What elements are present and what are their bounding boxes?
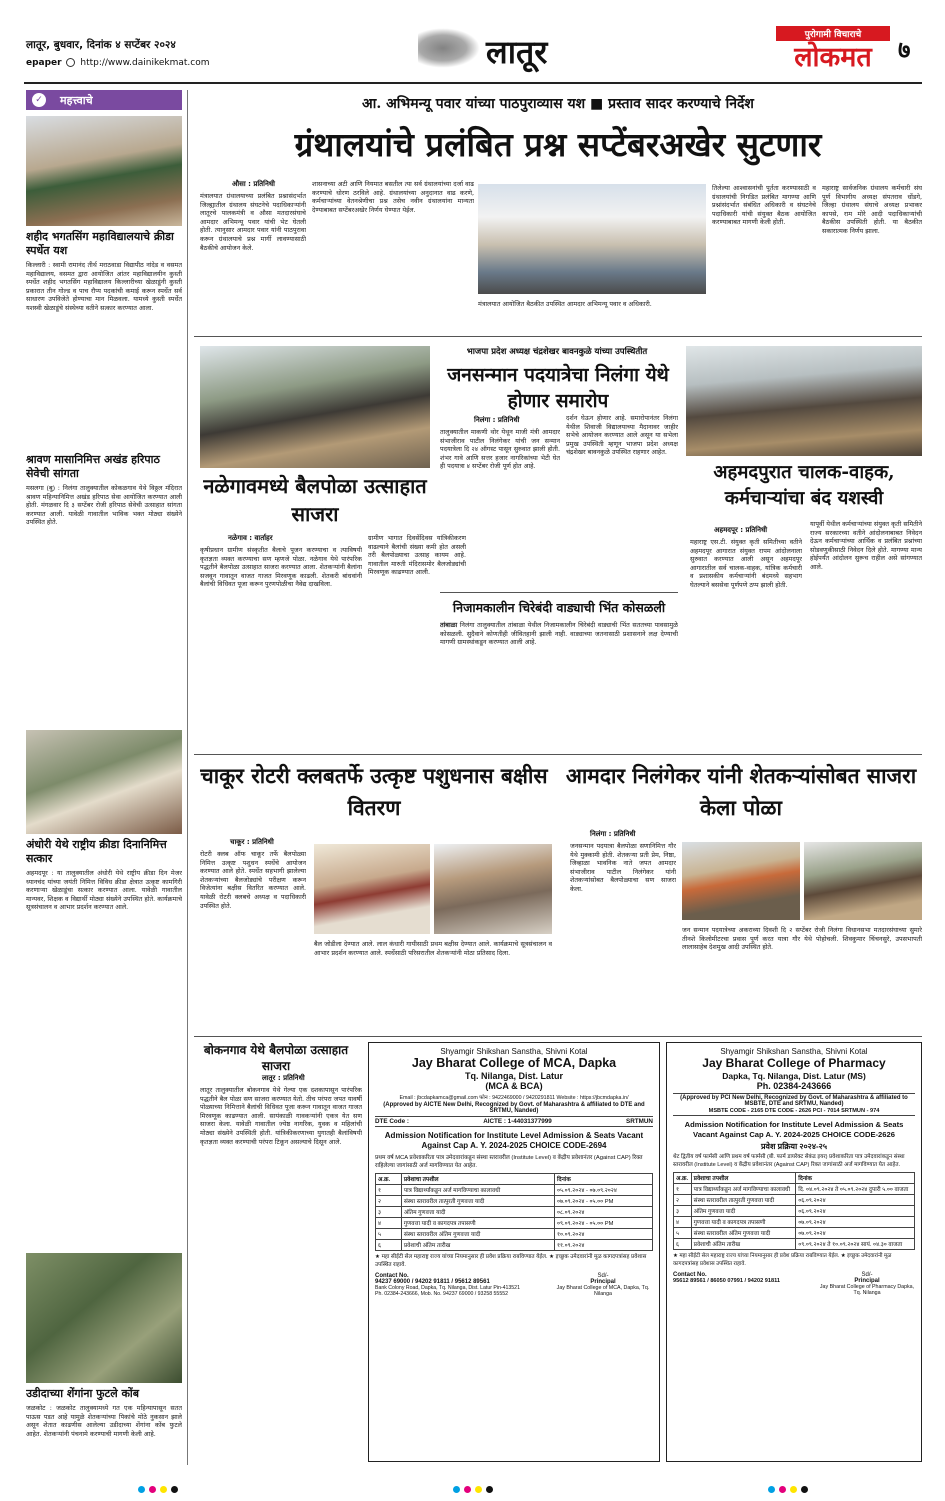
lead-headline: ग्रंथालयांचे प्रलंबित प्रश्न सप्टेंबरअखेर सुटणार xyxy=(294,125,822,164)
table-cell: ०९.०९.२०२४ - ०५.०० PM xyxy=(555,1218,653,1229)
sidebar-story2-title: श्रावण मासानिमित्त अखंड हरिपाठ सेवेची सांगता xyxy=(26,453,160,480)
ad-mca-notice-title: Admission Notification for Institute Level Admission & Seats Vacant Against Cap A. Y. 2024-2025 CHOICE CODE-2694 xyxy=(384,1131,644,1150)
table-cell: संस्था स्तरावरील अंतिम गुणवत्ता यादी xyxy=(401,1229,554,1240)
ahmadpur-body2: यापूर्वी येथील कर्मचाऱ्यांच्या संयुक्त कृती समितीने राज्य सरकारच्या वतीने आंदोलनाबाबत निवेदन देऊन कर्मचाऱ्यांच्या आर्थिक व प्रलंबित प्रश्नांच्या सोडवणुकीसाठी निवेदन दिले होते. मागण्या मान्य होईपर्यंत आंदोलन सुरूच राहील असे सांगण्यात आले. xyxy=(810,520,922,571)
ad-pharmacy-place: Dapka, Tq. Nilanga, Dist. Latur (MS) xyxy=(722,1071,866,1081)
table-head-cell: अ.क्र. xyxy=(376,1174,402,1185)
epaper-line xyxy=(26,58,210,68)
ad-pharmacy-notes: ★ महा सीईटी सेल महाराष्ट्र राज्य यांच्या नियमानुसार ही प्रवेश प्रक्रिया राबविण्यात येईल. ★ इच्छुक उमेदवारांनी मूळ कागदपत्रांसह प्रवेशास उपस्थित राहावे. xyxy=(673,1253,892,1267)
nizam-body: निलंगा तालुक्यातील तांबाळा येथील निजामकालीन चिरेबंदी वाड्याची भिंत सततच्या पावसामुळे कोसळली. सुदैवाने कोणतीही जीवितहानी झाली नाही. वाड्याच्या जतनासाठी प्रशासनाने लक्ष देण्याची मागणी ग्रामस्थांकडून करण्यात आली आहे. xyxy=(440,621,678,647)
sidebar-photo-crops xyxy=(26,1253,182,1383)
table-row xyxy=(376,1240,653,1251)
registration-mark-center xyxy=(451,1478,495,1497)
ad-pharmacy-table xyxy=(673,1172,915,1250)
bokangav-headline: बोकनगाव येथे बैलपोळा उत्साहात साजरा xyxy=(203,1043,349,1073)
sidebar-story4-body: जळकोट : जळकोट तालुक्यामध्ये गत एक महिन्यापासून सतत पाऊस पडत आहे यामुळे शेतकऱ्यांच्या पिकांचे मोठे नुकसान झाले असून शेतात काढणीस आलेल्या उडीदाच्या शेंगांना कोंब फुटले आहेत. शेतकऱ्यांनी पंचनामे करण्याची मागणी केली आहे. xyxy=(26,1404,182,1438)
table-row xyxy=(674,1217,915,1228)
table-cell: ६ xyxy=(376,1240,402,1251)
ad-mca-contact-block xyxy=(375,1273,545,1297)
table-row xyxy=(674,1173,915,1184)
ad-mca-college: Jay Bharat College of MCA, Dapka xyxy=(411,1056,617,1070)
registration-mark-right xyxy=(766,1478,810,1497)
ad-mca-phone: Ph. 02384-243666, Mob. No. 94237 69000 / 93258 55552 xyxy=(375,1291,508,1297)
table-row xyxy=(376,1185,653,1196)
globe-icon xyxy=(66,58,75,67)
chakur-photo-1 xyxy=(314,844,430,934)
registration-marks-bottom xyxy=(0,1480,945,1494)
sidebar-tag xyxy=(26,90,182,110)
ad-mca-srtmu: SRTMUN xyxy=(626,1118,653,1125)
lead-byline: औसा : प्रतिनिधी xyxy=(232,180,275,188)
ad-mca-sign: Sd/- xyxy=(597,1273,609,1279)
mid-rule xyxy=(194,754,922,755)
bailpola-photo xyxy=(200,346,430,468)
sidebar-photo-wrestlers xyxy=(26,116,182,226)
sidebar-story1-body: किल्लारी : स्वामी रामानंद तीर्थ मराठवाडा विद्यापीठ नांदेड व वसमत महाविद्यालय, वसमत द्वारा आयोजित आंतर महाविद्यालयीन कुस्ती स्पर्धेत शहीद भगतसिंग महाविद्यालय किल्लारीच्या खेळाडूंनी कुस्ती प्रकारात तीन गोल्ड व पाच रौप्य पदकांची कमाई करून स्पर्धेत सर्व साधारण उपविजेते होण्याचा मान मिळवला. यामध्ये कुस्ती स्पर्धेत यशस्वी खेळाडूंचे संस्थेच्या वतीने सत्कार करण्यात आला. xyxy=(26,261,182,312)
table-cell: पात्र विद्यार्थ्यांकडून अर्ज मागविण्याचा कालावधी xyxy=(691,1184,796,1195)
sidebar-divider xyxy=(187,90,188,1465)
table-cell: ११.०९.२०२४ xyxy=(555,1240,653,1251)
ad-pharmacy-intro: थेट द्वितीय वर्ष फार्मसी आणि प्रथम वर्ष फार्मसी (बी. फार्म डायरेक्ट सेकंड इयर) प्रवेशाकरिता पात्र उमेदवारांकडून संस्था स्तरावरील (Institute Level) व केंद्रीय प्रवेशानंतर (Against CAP) रिक्त जागांसाठी अर्ज मागविण्यात येत आहेत. xyxy=(673,1154,905,1168)
sidebar-story4-title: उडीदाच्या शेंगांना फुटले कोंब xyxy=(26,1387,140,1400)
table-row xyxy=(674,1184,915,1195)
table-head-cell: दिनांक xyxy=(555,1174,653,1185)
table-row xyxy=(376,1174,653,1185)
nilangekar-body: जनसन्मान पदयात्रा बैलपोळा सणानिमित्त गौर येथे मुक्कामी होती. शेतकऱ्या प्रती प्रेम, निष्ठा, जिव्हाळा भावनिक नाते जपत आमदार संभाजीराव पाटील निलंगेकर यांनी शेतकऱ्यांसोबत बैलपोळ्याचा सण साजरा केला. xyxy=(570,842,676,893)
table-cell: गुणवत्ता यादी व कागदपत्र तपासणी xyxy=(691,1217,796,1228)
bailpola-body2: ग्रामीण भागात दिवसेंदिवस यांत्रिकीकरण वाढल्याने बैलांची संख्या कमी होत असली तरी बैलपोळ्याचा उत्साह कायम आहे. गावातील मारुती मंदिरासमोर बैलजोड्यांची मिरवणूक काढण्यात आली. xyxy=(368,534,466,577)
ad-mca-principal-of: Jay Bharat College of MCA, Dapka, Tq. Nilanga xyxy=(556,1285,650,1297)
lower-rule xyxy=(194,1036,922,1037)
table-row xyxy=(674,1228,915,1239)
table-cell: ०७.०९.२०२४ xyxy=(796,1217,915,1228)
table-cell: ०७.०९.२०२४ - ०५.०० PM xyxy=(555,1196,653,1207)
lead-col5: महाराष्ट्र सार्वजनिक ग्रंथालय कर्मचारी संघ पूर्ण विभागीय अध्यक्ष संपतराव धोंडगे, जिल्हा ग्रंथालय संघाचे अध्यक्ष प्रभाकर कापसे, राम मोरे आदी पदाधिकाऱ्यांची बैठकीस उपस्थिती होती. या बैठकीत सकारात्मक निर्णय झाला. xyxy=(822,184,922,235)
table-cell: प्रवेशाची अंतिम तारीख xyxy=(401,1240,554,1251)
ad-mca-email: Email : jbcdapkamca@gmail.com फोन : 9422469000 / 9420291811 Website : https://jbcmdapka.in/ xyxy=(399,1095,629,1101)
table-cell: अंतिम गुणवत्ता यादी xyxy=(691,1206,796,1217)
table-cell: गुणवत्ता यादी व कागदपत्र तपासणी xyxy=(401,1218,554,1229)
table-cell: ०६.०९.२०२४ xyxy=(796,1206,915,1217)
table-cell: ०८.०९.२०२४ xyxy=(555,1207,653,1218)
nilangekar-byline: निलंगा : प्रतिनिधी xyxy=(590,830,636,838)
table-cell: २ xyxy=(674,1195,692,1206)
ad-mca-courses: (MCA & BCA) xyxy=(485,1081,543,1091)
lead-photo-caption: मंत्रालयात आयोजित बैठकीत उपस्थित आमदार अभिमन्यू पवार व अधिकारी. xyxy=(478,300,652,308)
table-cell: ०६.०९.२०२४ xyxy=(796,1195,915,1206)
ad-pharmacy-phone-top: Ph. 02384-243666 xyxy=(756,1081,832,1091)
nilangekar-photo-2 xyxy=(804,842,922,920)
ahmadpur-headline: अहमदपुरात चालक-वाहक, कर्मचाऱ्यांचा बंद यशस्वी xyxy=(713,462,895,509)
masthead xyxy=(0,0,945,90)
registration-mark-left xyxy=(136,1478,180,1497)
chakur-photo-2 xyxy=(434,844,552,934)
table-row xyxy=(376,1196,653,1207)
ad-pharmacy-approval: (Approved by PCI New Delhi, Recognized by Govt. of Maharashtra & affiliated to MSBTE, DTE and SRTMU, Nanded) xyxy=(673,1093,915,1107)
sidebar-photo-felicitation xyxy=(26,730,182,834)
table-cell: अंतिम गुणवत्ता यादी xyxy=(401,1207,554,1218)
chakur-byline: चाकूर : प्रतिनिधी xyxy=(230,838,274,846)
nilangekar-photo-1 xyxy=(682,842,800,920)
ad-mca-notes: ★ महा सीईटी सेल महाराष्ट्र राज्य यांच्या नियमानुसार ही प्रवेश प्रक्रिया राबविण्यात येईल. ★ इच्छुक उमेदवारांनी मूळ कागदपत्रांसह प्रवेशास उपस्थित राहावे. xyxy=(375,1254,647,1268)
table-cell: ०५.०९.२०२४ - ०७.०९.२०२४ xyxy=(555,1185,653,1196)
bokangav-body: लातूर तालुक्यातील बोकनगाव येथे गेल्या एक दशकापासून पारंपरिक पद्धतीने बैल पोळा सण साजरा करण्यात येतो. तीच परंपरा जपत यावर्षी पोळ्याच्या निमित्ताने बैलांची विधिवत पूजा करून गावातून वाजत गाजत मिरवणूक काढण्यात आली. सायंकाळी गावकऱ्यांनी एकत्र येत सण साजरा केला. यावेळी गावातील ज्येष्ठ नागरिक, युवक व महिलांची मोठ्या संख्येने उपस्थिती होती. यांत्रिकीकरणाच्या युगातही बैलांविषयी कृतज्ञता व्यक्त करण्याची परंपरा टिकून असल्याचे दिसून आले. xyxy=(200,1086,362,1146)
nizam-byline: तांबाळा xyxy=(440,621,458,629)
ad-mca-place: Tq. Nilanga, Dist. Latur xyxy=(464,1071,563,1081)
ad-pharmacy-codes: MSBTE CODE - 2165 DTE CODE - 2626 PCI - 7014 SRTMUN - 974 xyxy=(673,1108,915,1116)
ad-mca-sign-block xyxy=(553,1273,653,1297)
ad-mca-aicte-code: AICTE : 1-44031377999 xyxy=(483,1118,552,1125)
table-cell: ३ xyxy=(674,1206,692,1217)
table-row xyxy=(376,1218,653,1229)
table-head-cell: अ.क्र. xyxy=(674,1173,692,1184)
chevron-down-icon: ✓ xyxy=(32,93,46,107)
chakur-headline: चाकूर रोटरी क्लबतर्फे उत्कृष्ट पशुधनास बक्षीस वितरण xyxy=(200,763,548,820)
nizam-text xyxy=(440,621,678,741)
ad-pharmacy-contact-label: Contact No. xyxy=(673,1272,707,1278)
table-row xyxy=(674,1239,915,1250)
ad-pharmacy-notice-title: Admission Notification for Institute Level Admission & Seats Vacant Against Cap A. Y. 2024-2025 CHOICE CODE-2626 xyxy=(684,1120,904,1139)
table-cell: प्रवेशाची अंतिम तारीख xyxy=(691,1239,796,1250)
ad-pharmacy-sign-block xyxy=(819,1272,915,1296)
brand-tagline: पुरोगामी विचाराचे xyxy=(776,26,890,41)
nizam-headline: निजामकालीन चिरेबंदी वाड्याची भिंत कोसळली xyxy=(452,600,666,615)
table-cell: २ xyxy=(376,1196,402,1207)
table-cell: ५ xyxy=(376,1229,402,1240)
ad-pharmacy-trust: Shyamgir Shikshan Sanstha, Shivni Kotal xyxy=(720,1047,868,1056)
ad-pharmacy-sub-title: प्रवेश प्रक्रिया २०२४-२५ xyxy=(761,1142,827,1151)
table-cell: ०७.०९.२०२४ xyxy=(796,1228,915,1239)
table-cell: संस्था स्तरावरील तात्पुरती गुणवत्ता यादी xyxy=(691,1195,796,1206)
table-head-cell: प्रवेशाचा तपशील xyxy=(401,1174,554,1185)
nilangekar-headline: आमदार निलंगेकर यांनी शेतकऱ्यांसोबत साजरा केला पोळा xyxy=(565,763,917,820)
table-cell: १०.०९.२०२४ xyxy=(555,1229,653,1240)
nizam-box xyxy=(440,592,678,746)
brand-box xyxy=(776,26,890,80)
ad-pharmacy-principal-of: Jay Bharat College of Pharmacy Dapka, Tq. Nilanga xyxy=(819,1284,915,1296)
jansanman-headline: जनसन्मान पदयात्रेचा निलंगा येथे होणार समारोप xyxy=(447,364,669,412)
ad-pharmacy xyxy=(666,1042,922,1462)
table-row xyxy=(376,1207,653,1218)
sidebar-story2-body: मसलगा (बु) : निलंगा तालुक्यातील कोकळगाव येथे विठ्ठल मंदिरात श्रावण महिन्यानिमित्त अखंड हरिपाठ सेवा आयोजित करण्यात आली होती. मंगळवार दि ३ सप्टेंबर रोजी हरिपाठ सेवेची उत्साहात सांगता करण्यात आली. यावेळी गावातील भाविक भक्त मोठ्या संख्येने उपस्थित होते. xyxy=(26,484,182,527)
ad-mca-contact: 94237 69000 / 94202 91811 / 95612 89561 xyxy=(375,1279,490,1285)
table-cell: १ xyxy=(674,1184,692,1195)
ad-mca-address: Bank Colony Road, Dapka, Tq. Nilanga, Dist. Latur Pin-413521 xyxy=(375,1285,520,1291)
jansanman-body: तालुक्यातील माकणी थोर येथून माजी मंत्री आमदार संभाजीराव पाटील निलंगेकर यांची जन सन्मान पदयात्रेला दि २४ ऑगस्ट पासून सुरुवात झाली होती. शंभर गावे आणि सत्तर हजार नागरिकांच्या भेटी घेत ही पदयात्रा ४ सप्टेंबर रोजी पूर्ण होत आहे. xyxy=(440,428,560,471)
lead-rule xyxy=(194,336,922,337)
lead-photo-meeting xyxy=(478,184,706,294)
table-row xyxy=(376,1229,653,1240)
ad-mca-intro: प्रथम वर्ष MCA प्रवेशाकरिता पात्र उमेदवारांकडून संस्था स्तरावरील (Institute Level) व केंद्रीय प्रवेशानंतर (Against CAP) रिक्त राहिलेल्या जागांसाठी अर्ज मागविण्यात येत आहेत. xyxy=(375,1155,643,1169)
table-head-cell: दिनांक xyxy=(796,1173,915,1184)
bokangav-byline: लातूर : प्रतिनिधी xyxy=(262,1074,305,1082)
bailpola-body: कृषीप्रधान ग्रामीण संस्कृतीत बैलाचे पूजन करण्याचा व त्याविषयी कृतज्ञता व्यक्त करण्याचा सण म्हणजे पोळा. नळेगाव येथे पारंपरिक पद्धतीने बैलपोळा उत्साहात साजरा करण्यात आला. शेतकऱ्यांनी बैलांना सजवून गावातून वाजत गाजत मिरवणूक काढली. शेतकरी बांधवांनी बैलांची विधिवत पूजा करून पुरणपोळीचा नैवेद्य दाखविला. xyxy=(200,546,362,589)
sidebar xyxy=(26,90,182,1465)
ahmadpur-photo xyxy=(686,346,922,456)
ad-mca-principal: Principal xyxy=(590,1279,616,1285)
epaper-link[interactable]: http://www.dainikekmat.com xyxy=(80,58,210,68)
sidebar-story3-title: अंधोरी येथे राष्ट्रीय क्रीडा दिनानिमित्त सत्कार xyxy=(26,838,167,865)
table-cell: ०९.०९.२०२४ ते १०.०९.२०२४ सायं. ०४.३० वाजता xyxy=(796,1239,915,1250)
jansanman-body2: दर्शन घेऊन होणार आहे. समारोपानंतर निलंगा येथील शिवाजी विद्यालयाच्या मैदानावर जाहीर सभेचे आयोजन करण्यात आले असून या सभेला प्रमुख उपस्थिती म्हणून भाजपा प्रदेश अध्यक्ष चंद्रशेखर बावनकुळे उपस्थित राहणार आहेत. xyxy=(566,414,678,457)
table-row xyxy=(674,1195,915,1206)
table-head-cell: प्रवेशाचा तपशील xyxy=(691,1173,796,1184)
masthead-rule xyxy=(24,82,922,84)
nilangekar-body2: जन सन्मान पदयात्रेच्या अकराव्या दिवशी दि २ सप्टेंबर रोजी निलंगा विधानसभा मतदारसंघाच्या सुमारे तीनशे किलोमीटरचा प्रवास पूर्ण करत यात्रा गौर येथे पोहोचली. शिवकुमार चिंचनसुरे, उपसभापती लालासाहेब देशमुख आदी उपस्थित होते. xyxy=(682,926,922,952)
chakur-body: रोटरी क्लब ऑफ चाकूर तर्फे बैलपोळ्या निमित्त उत्कृष्ट पशुधन स्पर्धेचे आयोजन करण्यात आले होते. स्पर्धेत सहभागी झालेल्या शेतकऱ्यांच्या बैलजोड्यांचे परीक्षण करून विजेत्यांना बक्षीस वितरित करण्यात आले. यावेळी रोटरी क्लबचे अध्यक्ष व पदाधिकारी उपस्थित होते. xyxy=(200,850,306,910)
ad-pharmacy-sign: Sd/- xyxy=(861,1272,873,1278)
table-cell: ४ xyxy=(674,1217,692,1228)
table-cell: ३ xyxy=(376,1207,402,1218)
table-cell: दि. ०४.०९.२०२४ ते ०५.०९.२०२४ दुपारी ५.०० वाजता xyxy=(796,1184,915,1195)
city-map-icon xyxy=(418,28,480,68)
bailpola-headline: नळेगावमध्ये बैलपोळा उत्साहात साजरा xyxy=(203,474,427,526)
table-row xyxy=(674,1206,915,1217)
sidebar-story1-title: शहीद भगतसिंग महाविद्यालयाचे क्रीडा स्पर्धेत यश xyxy=(26,230,174,257)
ad-pharmacy-college: Jay Bharat College of Pharmacy xyxy=(702,1056,886,1070)
epaper-label: epaper xyxy=(26,58,62,68)
lead-col4: तिलेल्या आश्वासनांची पूर्तता करण्यासाठी व ग्रंथालयांची निगडित प्रलंबित मागण्या आणि प्रश्नांसंदर्भात संबंधित अधिकारी व संघटनेचे पदाधिकारी यांची संयुक्त बैठक आयोजित करण्याबाबत मागणी केली होती. xyxy=(712,184,816,227)
ahmadpur-byline: अहमदपूर : प्रतिनिधी xyxy=(714,526,768,534)
ad-mca-footer xyxy=(375,1273,653,1297)
ad-mca-codes xyxy=(375,1116,653,1127)
ad-mca-trust: Shyamgir Shikshan Sanstha, Shivni Kotal xyxy=(440,1047,588,1056)
sidebar-tag-label: महत्त्वाचे xyxy=(60,93,93,107)
brand-logo: लोकमत xyxy=(794,42,872,73)
table-cell: ५ xyxy=(674,1228,692,1239)
ad-mca-contact-label: Contact No. xyxy=(375,1273,409,1279)
ad-mca-dte-code: DTE Code : xyxy=(375,1118,409,1125)
table-cell: ६ xyxy=(674,1239,692,1250)
jansanman-kicker: भाजपा प्रदेश अध्यक्ष चंद्रशेखर बावनकुळे यांच्या उपस्थितीत xyxy=(466,347,648,357)
ad-pharmacy-footer xyxy=(673,1272,915,1296)
page-number: ७ xyxy=(898,35,911,64)
lead-col2: शासनाच्या अटी आणि नियमात बसतील त्या सर्व ग्रंथालयांच्या दर्जा वाढ करण्याचे धोरण ठरविले आहे. ग्रंथालयांच्या अनुदानात वाढ करणे, कर्मचाऱ्यांच्या वेतनश्रेणीचा प्रश्न तसेच नवीन ग्रंथालयांना मान्यता देण्याबाबत सप्टेंबरअखेर निर्णय घेण्यात येईल. xyxy=(312,180,474,214)
table-cell: संस्था स्तरावरील तात्पुरती गुणवत्ता यादी xyxy=(401,1196,554,1207)
lead-col1: मंत्रालयात ग्रंथालयाच्या प्रलंबित प्रश्नासंदर्भात जिल्ह्यातील ग्रंथालय संघटनेचे पदाधिकाऱ्यांनी लातूरचे पालकमंत्री व औसा मतदारसंघाचे आमदार अभिमन्यू पवार यांची भेट घेतली होती. त्यानुसार आमदार पवार यांनी पाठपुरावा करून ग्रंथालयाचे प्रश्न मार्गी लावण्यासाठी बैठकीचे आयोजन केले. xyxy=(200,192,306,252)
jansanman-byline: निलंगा : प्रतिनिधी xyxy=(474,416,520,424)
sidebar-story3-body: अहमदपूर : या तालुक्यातील अंधोरी येथे राष्ट्रीय क्रीडा दिन मेजर ध्यानचंद यांच्या जयंती निमित्त विविध क्रीडा क्षेत्रात उत्कृष्ट कामगिरी करणाऱ्या खेळाडूंचा सत्कार करण्यात आला. यावेळी गावातील मान्यवर, शिक्षक व विद्यार्थी मोठ्या संख्येने उपस्थित होते. कार्यक्रमाचे सूत्रसंचालन व आभार प्रदर्शन करण्यात आले. xyxy=(26,869,182,912)
ad-pharmacy-contact: 95612 89561 / 86050 07991 / 94202 91811 xyxy=(673,1278,781,1284)
ad-pharmacy-contact-block xyxy=(673,1272,813,1296)
ad-mca xyxy=(368,1042,660,1462)
chakur-body2: बैल जोडीला देण्यात आले. लाल कंधारी गायीसाठी प्रथम बक्षीस देण्यात आले. कार्यक्रमाचे सूत्रसंचालन व आभार प्रदर्शन करण्यात आले. स्पर्धेसाठी परिसरातील शेतकऱ्यांनी मोठा प्रतिसाद दिला. xyxy=(314,940,552,957)
city-name: लातूर xyxy=(486,33,548,71)
ad-mca-approval: (Approved by AICTE New Delhi, Recognized by Govt. of Maharashtra & affiliated to DTE and SRTMU, Nanded) xyxy=(383,1102,645,1114)
table-cell: ४ xyxy=(376,1218,402,1229)
ad-pharmacy-principal: Principal xyxy=(854,1278,880,1284)
bailpola-byline: नळेगाव : वार्ताहर xyxy=(228,534,273,542)
lead-kicker: आ. अभिमन्यू पवार यांच्या पाठपुराव्यास यश ■ प्रस्ताव सादर करण्याचे निर्देश xyxy=(362,96,754,112)
table-cell: पात्र विद्यार्थ्यांकडून अर्ज मागविण्याचा कालावधी xyxy=(401,1185,554,1196)
ad-mca-table xyxy=(375,1173,653,1251)
table-cell: संस्था स्तरावरील अंतिम गुणवत्ता यादी xyxy=(691,1228,796,1239)
ahmadpur-body: महाराष्ट्र एस.टी. संयुक्त कृती समितीच्या वतीने अहमदपूर आगारात संयुक्त रापम आंदोलनाला सुरुवात करण्यात आली असून अहमदपूर आगारातील सर्व चालक-वाहक, यांत्रिक कर्मचारी व प्रशासकीय कर्मचाऱ्यांनी बंदमध्ये सहभाग घेतल्याने बससेवा पूर्णपणे ठप्प झाली होती. xyxy=(690,538,802,589)
table-cell: १ xyxy=(376,1185,402,1196)
dateline: लातूर, बुधवार, दिनांक ४ सप्टेंबर २०२४ xyxy=(26,39,176,51)
